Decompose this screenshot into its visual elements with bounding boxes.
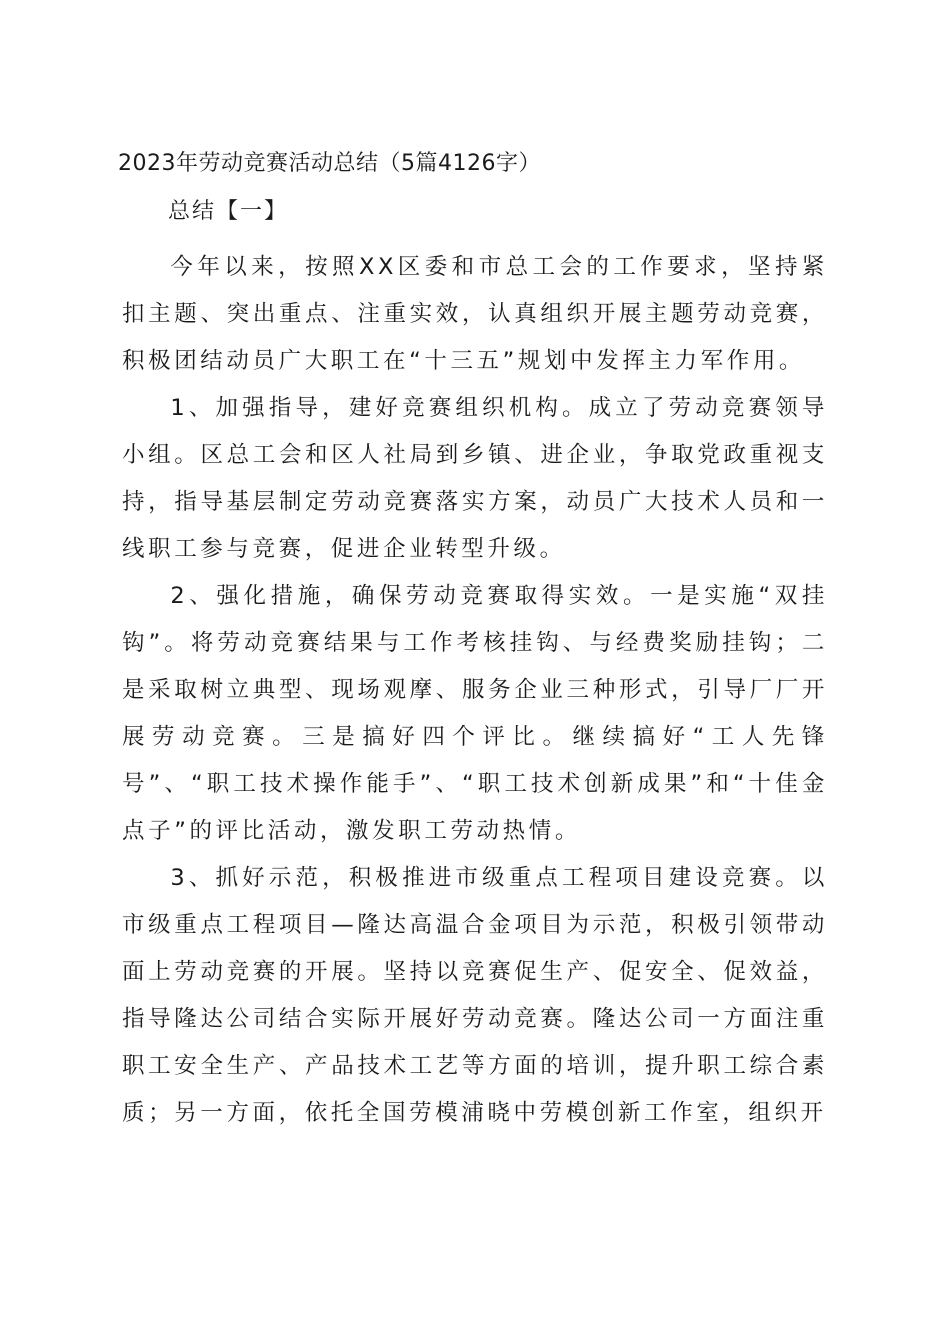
paragraph-item-3: 3、抓好示范，积极推进市级重点工程项目建设竞赛。以市级重点工程项目—隆达高温合金项目为示范，积极引领带动面上劳动竞赛的开展。坚持以竞赛促生产、促安全、促效益，指导隆达公司结合实际开展好劳动竞赛。隆达公司一方面注重职工安全生产、产品技术工艺等方面的培训，提升职工综合素质；另一方面，依托全国劳模浦晓中劳模创新工作室，组织开	[122, 865, 828, 1126]
section-heading: 总结【一】	[168, 199, 289, 224]
paragraph-intro: 今年以来，按照XX区委和市总工会的工作要求，坚持紧扣主题、突出重点、注重实效，认真组织开展主题劳动竞赛，积极团结动员广大职工在“十三五”规划中发挥主力军作用。	[122, 254, 828, 374]
paragraph-item-1: 1、加强指导，建好竞赛组织机构。成立了劳动竞赛领导小组。区总工会和区人社局到乡镇、进企业，争取党政重视支持，指导基层制定劳动竞赛落实方案，动员广大技术人员和一线职工参与竞赛，促进企业转型升级。	[122, 395, 828, 562]
document-title: 2023年劳动竞赛活动总结（5篇4126字）	[118, 151, 541, 176]
document-body	[122, 244, 828, 1137]
paragraph-item-2: 2、强化措施，确保劳动竞赛取得实效。一是实施“双挂钩”。将劳动竞赛结果与工作考核挂钩、与经费奖励挂钩；二是采取树立典型、现场观摩、服务企业三种形式，引导厂厂开展劳动竞赛。三是搞好四个评比。继续搞好“工人先锋号”、“职工技术操作能手”、“职工技术创新成果”和“十佳金点子”的评比活动，激发职工劳动热情。	[122, 583, 828, 844]
